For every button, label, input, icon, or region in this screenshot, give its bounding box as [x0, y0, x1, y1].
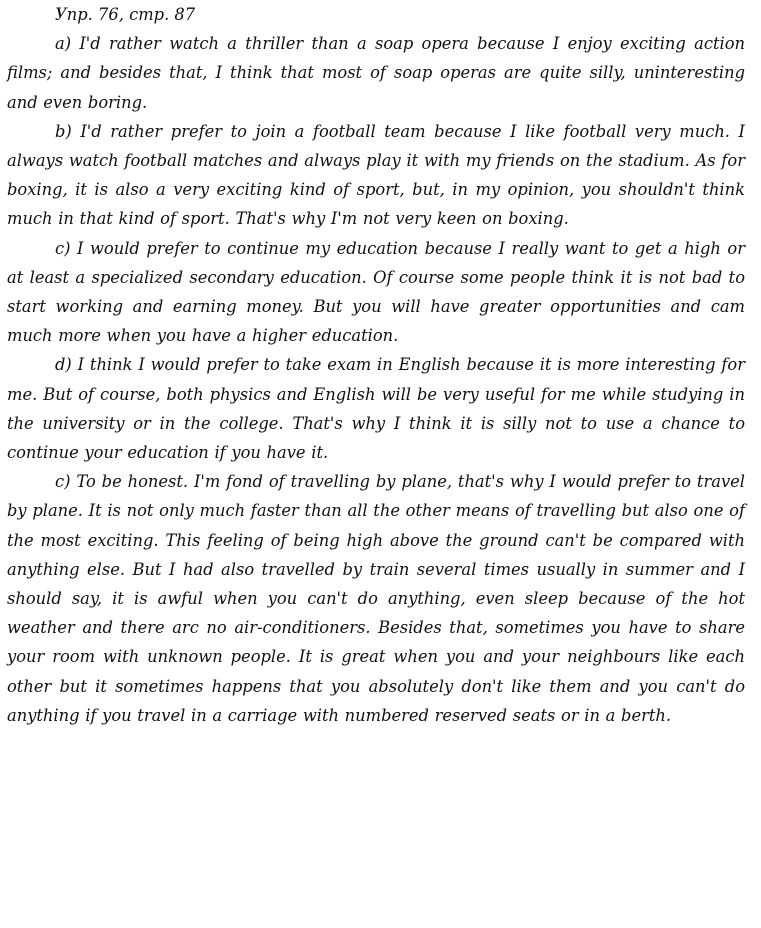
paragraph-a: a) I'd rather watch a thriller than a soap opera because I enjoy exciting action films; and besides that, I think that most of soap operas are quite silly, uninteresting and even boring.: [7, 34, 745, 112]
document-page: [7, 0, 745, 730]
paragraph-d: d) I think I would prefer to take exam in English because it is more interesting for me. But of course, both physics and English will be very useful for me while studying in the university or in the college. That's why I think it is silly not to use a chance to continue your education if you have it.: [7, 355, 745, 463]
paragraph-e: c) To be honest. I'm fond of travelling by plane, that's why I would prefer to travel by plane. It is not only much faster than all the other means of travelling but also one of the most exciting. This feeling of being high above the ground can't be compared with anything else. But I had also travelled by train several times usually in summer and I should say, it is awful when you can't do anything, even sleep because of the hot weather and there arc no air-conditioners. Besides that, sometimes you have to share your room with unknown people. It is great when you and your neighbours like each other but it sometimes happens that you absolutely don't like them and you can't do anything if you travel in a carriage with numbered reserved seats or in a berth.: [7, 472, 745, 725]
paragraph-c: c) I would prefer to continue my education because I really want to get a high or at least a specialized secondary education. Of course some people think it is not bad to start working and earning money. But you will have greater opportunities and cam much more when you have a higher education.: [7, 238, 745, 346]
paragraph-b: b) I'd rather prefer to join a football team because I like football very much. I always watch football matches and always play it with my friends on the stadium. As for boxing, it is also a very exciting kind of sport, but, in my opinion, you shouldn't think much in that kind of sport. That's why I'm not very keen on boxing.: [7, 121, 745, 229]
exercise-heading: Упр. 76, стр. 87: [55, 5, 196, 24]
